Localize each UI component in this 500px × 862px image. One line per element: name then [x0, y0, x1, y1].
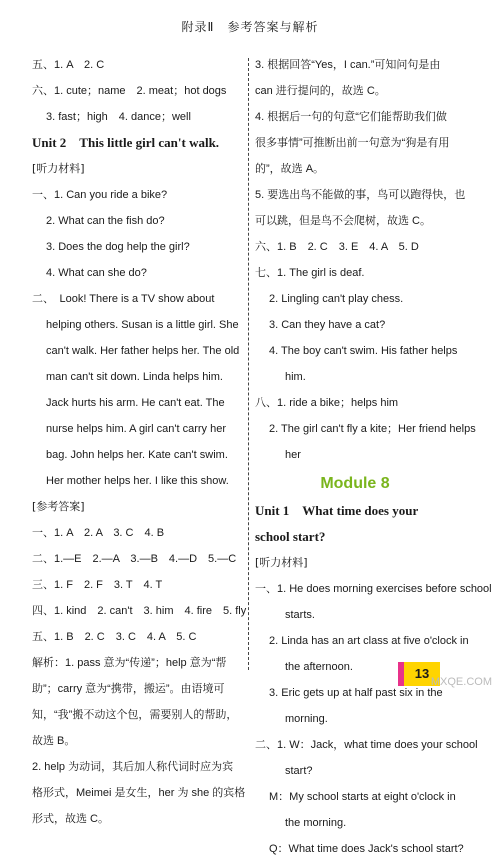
text-line: 3. 根据回答“Yes，I can.”可知问句是由 — [255, 59, 441, 71]
text-line: 3. fast；high 4. dance；well — [46, 111, 191, 123]
text-line: 三、1. F 2. F 3. T 4. T — [32, 579, 163, 591]
text-line: her — [285, 449, 301, 461]
text-line: 八、1. ride a bike；helps him — [255, 397, 399, 409]
text-line: starts. — [285, 609, 315, 621]
text-line: Q：What time does Jack's school start? — [269, 843, 464, 855]
text-line: 四、1. kind 2. can't 3. him 4. fire 5. fly — [32, 605, 247, 617]
text-line: [听力材料] — [255, 556, 308, 569]
text-line: 2. help 为动词，其后加人称代词时应为宾 — [32, 761, 234, 773]
text-line: [听力材料] — [32, 162, 85, 175]
page-number: 13 — [404, 662, 440, 686]
text-line: 3. Eric gets up at half past six in the — [269, 687, 443, 699]
left-column — [32, 52, 247, 832]
text-line: 形式，故选 C。 — [32, 813, 109, 825]
text-line: Her mother helps her. I like this show. — [46, 475, 229, 487]
watermark: MXQE.COM — [430, 676, 492, 688]
text-line: can't walk. Her father helps her. The old — [46, 345, 240, 357]
text-line: 的”，故选 A。 — [255, 163, 325, 175]
text-line: start? — [285, 765, 313, 777]
text-line: him. — [285, 371, 306, 383]
text-line: 一、1. A 2. A 3. C 4. B — [32, 527, 165, 539]
text-line: 二、1.—E 2.—A 3.—B 4.—D 5.—C — [32, 553, 237, 565]
text-line: 2. Linda has an art class at five o'clock in — [269, 635, 469, 647]
text-line: the afternoon. — [285, 661, 353, 673]
column-divider — [248, 58, 249, 670]
text-line: M：My school starts at eight o'clock in — [269, 791, 456, 803]
text-line: can 进行提问的，故选 C。 — [255, 85, 386, 97]
text-line: 助”；carry 意为“携带，搬运”。由语境可 — [32, 683, 225, 695]
text-line: man can't sit down. Linda helps him. — [46, 371, 223, 383]
text-line: 3. Does the dog help the girl? — [46, 241, 190, 253]
text-line: 知，“我”搬不动这个包，需要别人的帮助， — [32, 709, 238, 721]
text-line: bag. John helps her. Kate can't swim. — [46, 449, 228, 461]
text-line: the morning. — [285, 817, 347, 829]
text-line: nurse helps him. A girl can't carry her — [46, 423, 227, 435]
text-line: 2. The girl can't fly a kite；Her friend helps — [269, 423, 476, 435]
text-line: 一、1. Can you ride a bike? — [32, 189, 168, 201]
text-line: 2. What can the fish do? — [46, 215, 165, 227]
text-line: 很多事情”可推断出前一句意为“狗是有用 — [255, 137, 450, 149]
text-line: 二、 Look! There is a TV show about — [32, 293, 215, 305]
text-line: 五、1. A 2. C — [32, 59, 105, 71]
text-line: 一、1. He does morning exercises before school — [255, 583, 492, 595]
text-line: 可以跳，但是鸟不会爬树，故选 C。 — [255, 215, 431, 227]
text-line: 格形式，Meimei 是女生，her 为 she 的宾格 — [32, 787, 246, 799]
text-line: 六、1. B 2. C 3. E 4. A 5. D — [255, 241, 419, 253]
text-line: 2. Lingling can't play chess. — [269, 293, 404, 305]
text-line: 故选 B。 — [32, 735, 76, 747]
module-title: Module 8 — [320, 475, 390, 492]
text-line: 解析：1. pass 意为“传递”；help 意为“帮 — [32, 657, 227, 669]
text-line: 二、1. W：Jack，what time does your school — [255, 739, 478, 751]
text-line: 六、1. cute；name 2. meat；hot dogs — [32, 85, 227, 97]
page-header: 附录Ⅱ 参考答案与解析 — [181, 20, 319, 34]
text-line: 七、1. The girl is deaf. — [255, 267, 365, 279]
text-line: [参考答案] — [32, 500, 85, 513]
unit-title: Unit 1 What time does your school start? — [255, 503, 418, 544]
unit-title: Unit 2 This little girl can't walk. — [32, 135, 220, 150]
text-line: helping others. Susan is a little girl. She — [46, 319, 239, 331]
text-line: 五、1. B 2. C 3. C 4. A 5. C — [32, 631, 197, 643]
text-line: Jack hurts his arm. He can't eat. The — [46, 397, 225, 409]
text-line: 4. The boy can't swim. His father helps — [269, 345, 458, 357]
text-line: 4. What can she do? — [46, 267, 147, 279]
text-line: 5. 要选出鸟不能做的事，鸟可以跑得快，也 — [255, 189, 466, 201]
text-line: morning. — [285, 713, 328, 725]
text-line: 4. 根据后一句的句意“它们能帮助我们做 — [255, 111, 447, 123]
text-line: 3. Can they have a cat? — [269, 319, 386, 331]
